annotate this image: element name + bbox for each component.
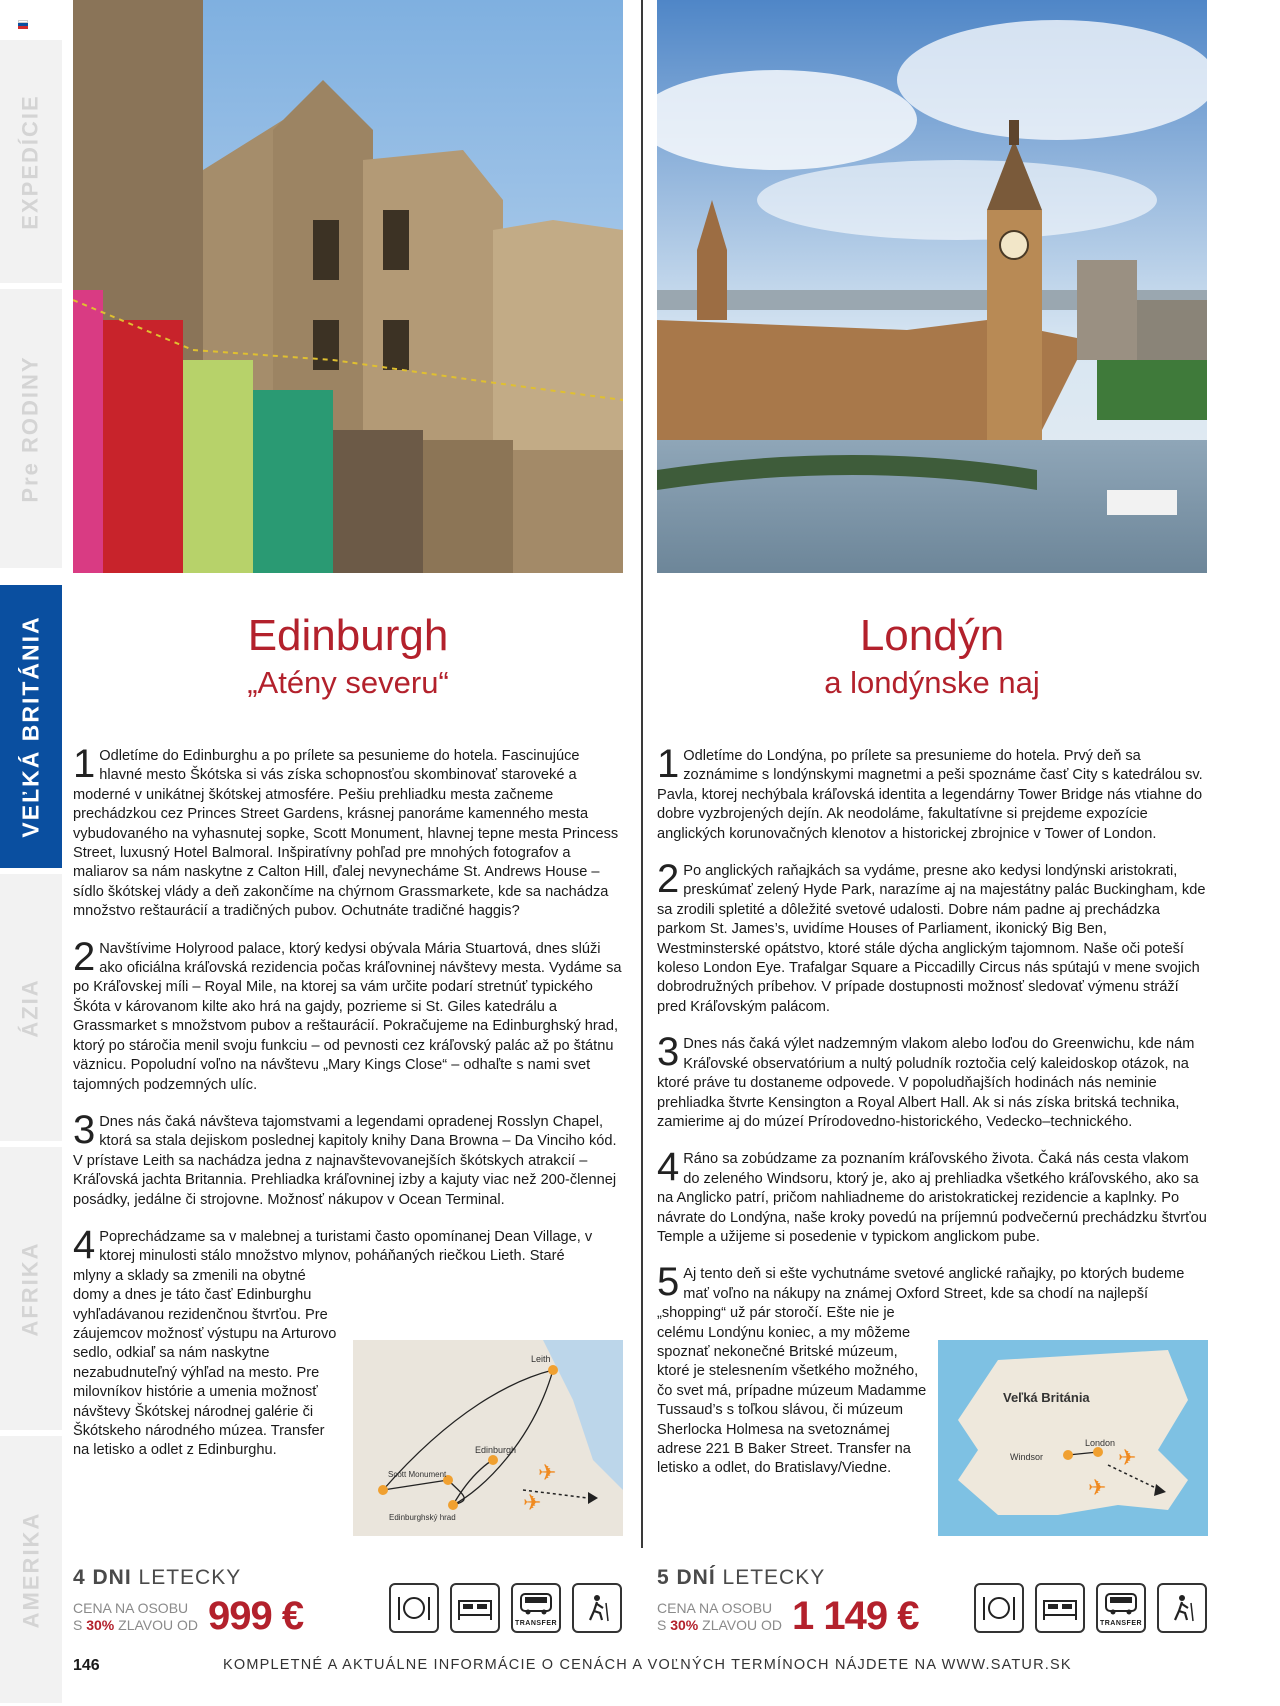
day-text: Navštívime Holyrood palace, ktorý kedysi obývala Mária Stuartová, dnes slúži ako oficiálna kráľovská rezidencia počas kráľovninej návštevy mesta. Vydáme sa po Kráľovskej míli – Royal Mile, na ktorej sa vám určite podarí stretnúť typického Škóta v károvanom kilte ako hrá na gajdy, pozrieme si St. Giles katedrálu a Grassmarket s množstvom pubov a reštaurácií. Pokračujeme na Edinburghský hrad, ktorý po stáročia menil svoju funkciu – od pevnosti cez kráľovský palác až po štátnu väznicu. Popoludní voľno na návštevu „Mary Kings Close“ – odhaľte s nami svet tajomných podzemných ulíc. bbox=[73, 940, 622, 1093]
tab-label: AFRIKA bbox=[18, 1240, 44, 1337]
bed-icon bbox=[1035, 1583, 1085, 1633]
london-trip-length bbox=[657, 1566, 825, 1590]
day-number: 4 bbox=[73, 1222, 96, 1267]
trip-mode: LETECKY bbox=[722, 1566, 826, 1589]
itinerary-day bbox=[657, 1030, 1207, 1132]
day-text: Dnes nás čaká návšteva tajomstvami a legendami opradenej Rosslyn Chapel, ktorá sa stala dejiskom poslednej kapitoly knihy Dana Browna – Da Vinciho kód. V prístave Leith sa nachádza jedna z najnavštevovanejších škótskych atrakcií – Kráľovská jachta Britannia. Prehliadka kráľovninej izby a kajuty viac než 200-člennej posádky, jedálne či strojovne. Možnosť nákupov v Ocean Terminal. bbox=[73, 1113, 617, 1208]
hiking-icon bbox=[572, 1583, 622, 1633]
map-label-london: London bbox=[1085, 1438, 1116, 1448]
edinburgh-column bbox=[73, 0, 623, 1479]
edinburgh-title: Edinburgh bbox=[247, 611, 449, 660]
london-column bbox=[657, 0, 1207, 1497]
transfer-label: TRANSFER bbox=[514, 1620, 558, 1627]
tab-pre-rodiny[interactable] bbox=[0, 289, 62, 571]
trip-days: 5 DNÍ bbox=[657, 1566, 716, 1589]
edinburgh-price: 999 € bbox=[208, 1594, 304, 1638]
transfer-bus-icon bbox=[1096, 1583, 1146, 1633]
day-number: 3 bbox=[73, 1107, 96, 1152]
london-photo bbox=[657, 0, 1207, 573]
london-map bbox=[938, 1340, 1208, 1536]
edinburgh-photo bbox=[73, 0, 623, 573]
edinburgh-trip-length bbox=[73, 1566, 241, 1590]
tab-velka-britania[interactable] bbox=[0, 585, 62, 871]
day-number: 2 bbox=[657, 857, 680, 902]
day-number: 3 bbox=[657, 1030, 680, 1075]
london-service-icons bbox=[974, 1583, 1207, 1633]
tab-label: VEĽKÁ BRITÁNIA bbox=[17, 615, 44, 838]
day-text: Aj tento deň si ešte vychutnáme svetové anglické raňajky, po ktorých budeme mať voľno na nákupy na známej Oxford Street, kde sa chodí na najlepší bbox=[683, 1266, 1185, 1302]
flag-icon bbox=[18, 20, 28, 30]
discount-percent: 30% bbox=[86, 1617, 115, 1633]
discount-percent: 30% bbox=[670, 1617, 699, 1633]
day-number: 1 bbox=[73, 742, 96, 786]
footer-note: KOMPLETNÉ A AKTUÁLNE INFORMÁCIE O CENÁCH A VOĽNÝCH TERMÍNOCH NÁJDETE NA WWW.SATUR.SK bbox=[223, 1657, 1072, 1673]
london-price-label bbox=[657, 1600, 782, 1634]
tab-label: EXPEDÍCIE bbox=[18, 93, 43, 230]
map-label-scott-monument: Scott Monument bbox=[388, 1470, 447, 1479]
edinburgh-map bbox=[353, 1340, 623, 1536]
day-number: 5 bbox=[657, 1260, 680, 1305]
london-title: Londýn bbox=[859, 611, 1005, 660]
day-text: Dnes nás čaká výlet nadzemným vlakom alebo loďou do Greenwichu, kde nám Kráľovské observatórium a nultý poludník roztočia celý kaleidoskop otázok, na ktoré práve tu dostaneme odpovede. V popoludňajších hodinách nás neminie prehliadka štvrte Kensington a Royal Albert Hall. Ak si nás získa britská technika, zamierime aj do múzeí Prírodovedno-historického, Vedecko–technického. bbox=[657, 1036, 1195, 1130]
day-text: Ráno sa zobúdzame za poznaním kráľovského života. Čaká nás cesta vlakom do zeleného Windsoru, ktorý je, ako aj prehliadka všetkého kráľovského, ako sa na Anglicko patrí, pričom nahliadneme do aristokratickej rezidencie a kaplnky. Po návrate do Londýna, naše kroky povedú na príjemnú podvečernú prechádzku štvrťou Temple a užijeme si posedenie v typickom anglickom pube. bbox=[657, 1151, 1207, 1245]
day-number: 2 bbox=[73, 934, 96, 979]
trip-days: 4 DNI bbox=[73, 1566, 132, 1589]
map-label-windsor: Windsor bbox=[1010, 1452, 1044, 1462]
hiking-icon bbox=[1157, 1583, 1207, 1633]
price-label-line2: S 30% ZLAVOU OD bbox=[73, 1617, 199, 1633]
tab-expedicie[interactable] bbox=[0, 40, 62, 286]
map-label-edinburgh-castle: Edinburghský hrad bbox=[389, 1513, 456, 1522]
tab-label: ÁZIA bbox=[17, 977, 43, 1038]
edinburgh-price-label bbox=[73, 1600, 198, 1634]
london-subtitle: a londýnske naj bbox=[824, 665, 1040, 700]
edinburgh-service-icons bbox=[389, 1583, 622, 1633]
airplane-icon: ✈ bbox=[523, 1490, 542, 1515]
day-number: 4 bbox=[657, 1145, 680, 1190]
map-label-country: Veľká Británia bbox=[1003, 1390, 1090, 1405]
airplane-icon: ✈ bbox=[1118, 1445, 1137, 1470]
itinerary-day bbox=[657, 857, 1207, 1017]
tab-label: AMERIKA bbox=[18, 1511, 44, 1628]
transfer-bus-icon bbox=[511, 1583, 561, 1633]
day-text-continued: mlyny a sklady sa zmenili na obytné domy a dnes je táto časť Edinburghu vyhľadávanou rezidenčnou štvrťou. Pre záujemcov možnosť výstupu na Arturovo sedlo, odkiaľ sa nám naskytne nezabudnuteľný výhľad na mesto. Pre milovníkov histórie a umenia možnosť návštevy Škótskej národnej galérie či Škótskeho národného múzea. Transfer na letisko a odlet z Edinburghu. bbox=[73, 1267, 337, 1459]
column-divider bbox=[641, 0, 643, 1548]
day-text: Po anglických raňajkách sa vydáme, presne ako kedysi londýnski aristokrati, preskúmať zelený Hyde Park, narazíme aj na majestátny palác Buckingham, kde sa zrodili spletité a dôležité svetové udalosti. Dobre nám padne aj prechádzka parkom St. James’s, uvidíme Houses of Parliament, ikonický Big Ben, Westminsterské opátstvo, ktoré stále dýcha anglickým tajomnom. Naše oči poteší koleso London Eye. Trafalgar Square a Piccadilly Circus nás spútajú v mene svojich dobrodružných príbehov. V prípade dostupnosti možnosť sledovať výmenu stráží pred Kráľovským palácom. bbox=[657, 863, 1206, 1015]
price-label-line1: CENA NA OSOBU bbox=[657, 1600, 773, 1616]
itinerary-day bbox=[73, 1107, 623, 1210]
day-text: Odletíme do Edinburghu a po prílete sa pesunieme do hotela. Fascinujúce hlavné mesto Škótska si vás získa schopnosťou skombinovať staroveké a moderné v unikátnej škótskej atmosfére. Pešiu prehliadku mesta začneme prechádzkou cez Princes Street Gardens, krásnej panoráme kamenného mesta vybudovaného na vyhasnutej sopke, Scott Monument, hlavnej tepne mesta Princess Street, luxusný Hotel Balmoral. Inšpiratívny pohľad pre mnohých fotografov a maliarov sa nám naskytne z Calton Hill, ďalej nevynecháme St. Andrews House – sídlo škótskej vlády a deň zakončíme na chýrnom Grassmarkete, kde sa nachádza množstvo reštaurácií a tradičných pubov. Ochutnáte tradičné haggis? bbox=[73, 748, 619, 920]
london-price: 1 149 € bbox=[792, 1594, 919, 1638]
airplane-icon: ✈ bbox=[1088, 1475, 1107, 1500]
airplane-icon: ✈ bbox=[538, 1460, 557, 1485]
tab-amerika[interactable] bbox=[0, 1436, 62, 1706]
meals-icon bbox=[974, 1583, 1024, 1633]
price-label-line1: CENA NA OSOBU bbox=[73, 1600, 189, 1616]
itinerary-day bbox=[73, 934, 623, 1095]
price-label-line2: S 30% ZLAVOU OD bbox=[657, 1617, 783, 1633]
day-number: 1 bbox=[657, 742, 680, 786]
tab-label: Pre RODINY bbox=[18, 354, 43, 503]
tab-azia[interactable] bbox=[0, 874, 62, 1144]
page-number: 146 bbox=[73, 1657, 100, 1674]
transfer-label: TRANSFER bbox=[1099, 1620, 1143, 1627]
tab-afrika[interactable] bbox=[0, 1147, 62, 1433]
meals-icon bbox=[389, 1583, 439, 1633]
edinburgh-subtitle: „Atény severu“ bbox=[247, 665, 449, 700]
day-text-continued: „shopping“ už pár storočí. Ešte nie je celému Londýnu koniec, a my môžeme spoznať nekonečné Britské múzeum, ktoré je stelesnením všetkého možného, čo svet má, prípadne múzeum Madamme Tussaud’s s toľkou slávou, či múzeum Sherlocka Holmesa na svetoznámej adrese 221 B Baker Street. Transfer na letisko a odlet, do Bratislavy/Viedne. bbox=[657, 1305, 927, 1477]
day-text: Poprechádzame sa v malebnej a turistami často opomínanej Dean Village, v ktorej minulosti stálo množstvo mlynov, poháňaných riečkou Lieth. Staré bbox=[99, 1228, 593, 1265]
sidebar bbox=[0, 0, 62, 1706]
day-text: Odletíme do Londýna, po prílete sa presunieme do hotela. Prvý deň sa zoznámime s londýnskymi magnetmi a peši spoznáme časť City s katedrálou sv. Pavla, ktorej nechýbala kráľovská identita a legendárny Tower Bridge nás vtiahne do dobre vyzbrojených dejín. Ak neodoláme, fakultatívne si prejdeme expozície anglických korunovačných klenotov a historickej zbrojnice v Tower of London. bbox=[657, 748, 1203, 842]
map-label-leith: Leith bbox=[531, 1354, 551, 1364]
itinerary-day bbox=[73, 742, 623, 922]
bed-icon bbox=[450, 1583, 500, 1633]
itinerary-day bbox=[657, 1145, 1207, 1247]
trip-mode: LETECKY bbox=[138, 1566, 242, 1589]
map-label-edinburgh: Edinburgh bbox=[475, 1445, 517, 1455]
itinerary-day bbox=[657, 742, 1207, 844]
